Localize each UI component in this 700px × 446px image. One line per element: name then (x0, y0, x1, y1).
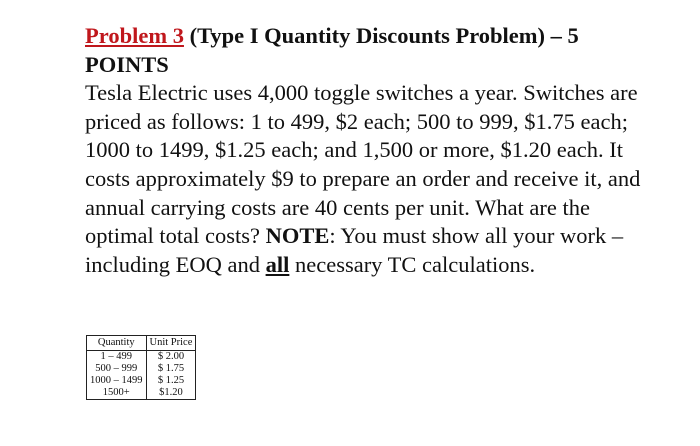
price-table-header-row (87, 336, 196, 351)
problem-statement (85, 22, 655, 279)
problem-link[interactable]: Problem 3 (85, 23, 184, 48)
table-row (87, 363, 196, 375)
problem-heading (85, 22, 655, 79)
table-row (87, 375, 196, 387)
quantity-cell: 1500+ (87, 387, 147, 400)
header-quantity: Quantity (87, 336, 147, 351)
problem-body-part-1: Tesla Electric uses 4,000 toggle switches a year. Switches are priced as follows: 1 to 499, $2 each; 500 to 999, $1.75 each; 1000 to 1499, $1.25 each; and 1,500 or more, $1.20 each. It costs approximately $9 to prepare an order and receive it, and annual carrying costs are 40 cents per unit. What are the optimal total costs? (85, 80, 641, 249)
quantity-cell: 1000 – 1499 (87, 375, 147, 387)
table-row (87, 387, 196, 400)
note-label: NOTE (265, 223, 330, 249)
unit-price-cell: $1.20 (146, 387, 196, 400)
problem-body (85, 79, 655, 279)
all-emphasis: all (265, 251, 290, 277)
problem-body-part-2: : You must show all your work – including EOQ and (85, 223, 624, 277)
problem-body-part-3: necessary TC calculations. (289, 251, 536, 277)
price-table (86, 335, 196, 400)
unit-price-cell: $ 1.75 (146, 363, 196, 375)
problem-title: (Type I Quantity Discounts Problem) – 5 POINTS (85, 23, 579, 77)
quantity-cell: 500 – 999 (87, 363, 147, 375)
header-unit-price: Unit Price (146, 336, 196, 351)
unit-price-cell: $ 1.25 (146, 375, 196, 387)
unit-price-cell: $ 2.00 (146, 351, 196, 364)
table-row (87, 351, 196, 364)
quantity-cell: 1 – 499 (87, 351, 147, 364)
